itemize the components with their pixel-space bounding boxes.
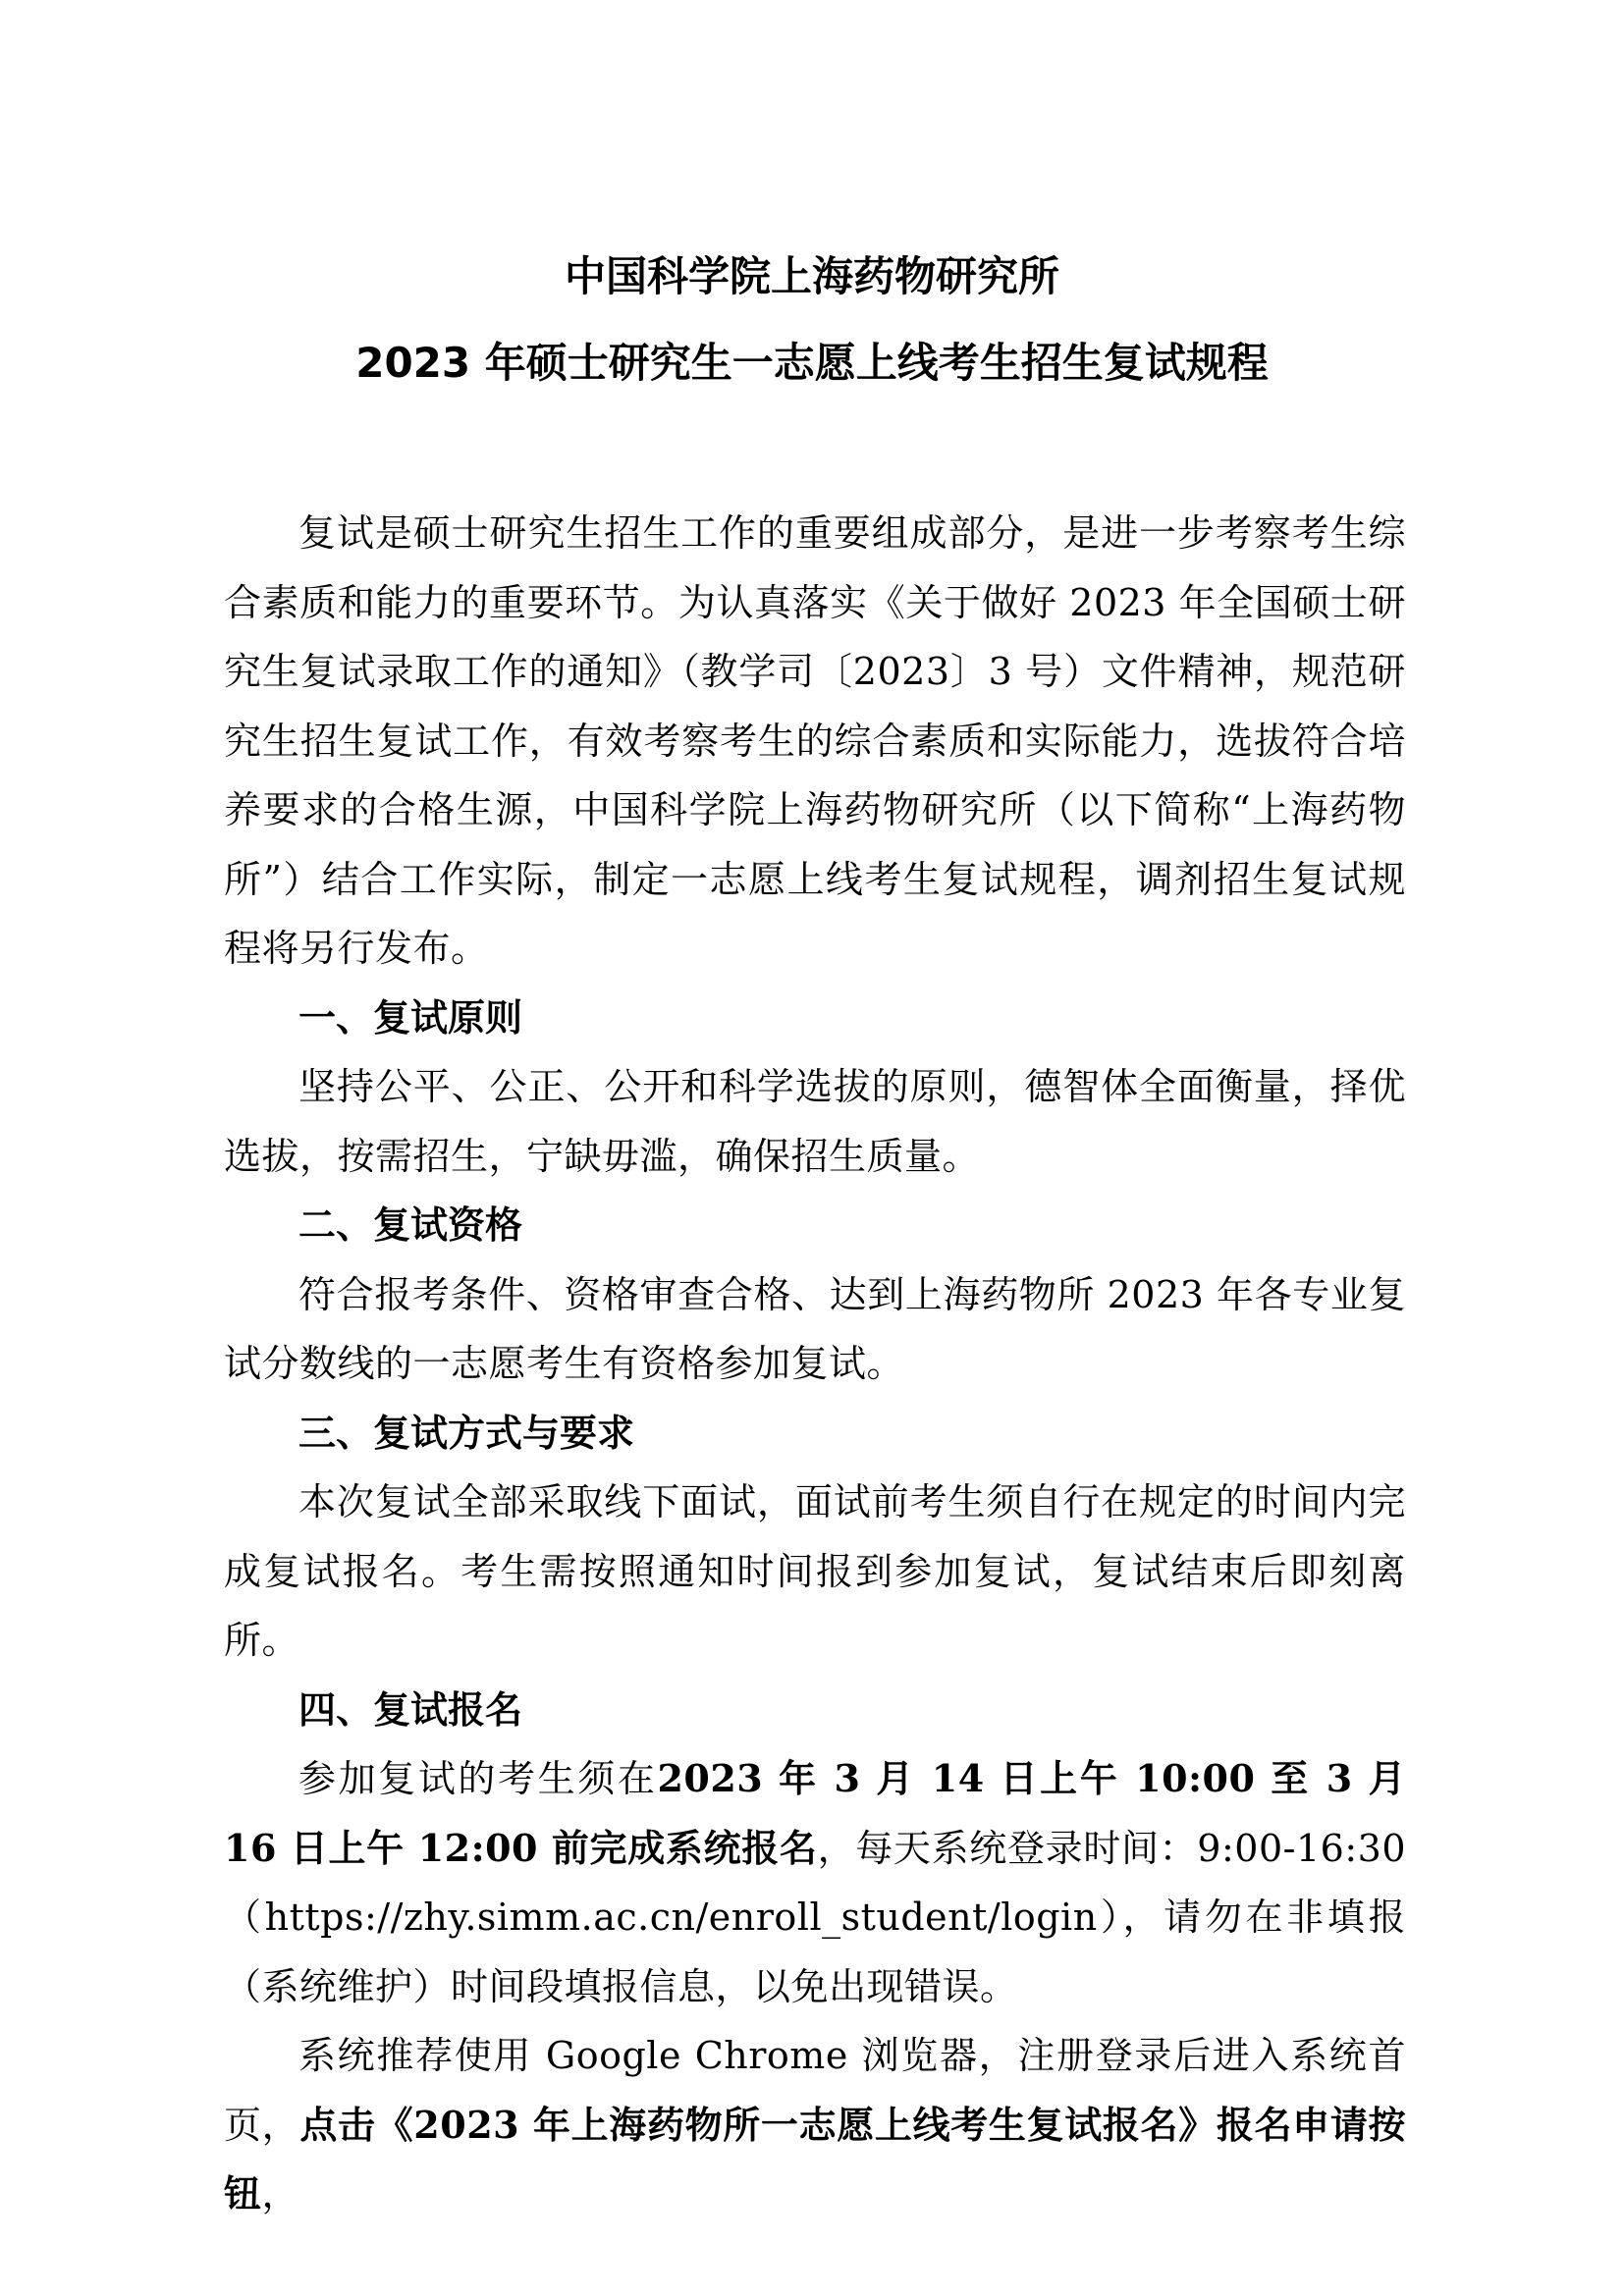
- section-heading-method: 三、复试方式与要求: [298, 1410, 635, 1455]
- section-heading-principles: 一、复试原则: [298, 994, 523, 1040]
- browser-text-pre: 系统推荐使用 Google Chrome 浏览器，注册登录后进入系统首页，: [224, 2034, 1406, 2147]
- document-body: [224, 499, 1406, 2229]
- section-heading-registration: 四、复试报名: [298, 1686, 523, 1732]
- registration-text-pre: 参加复试的考生须在: [298, 1757, 658, 1800]
- registration-text-post: ，每天系统登录时间：9:00-16:30（https://zhy.simm.ac.cn/enroll_student/login），请勿在非填报（系统维护）时间段填报信息，以免出现错误。: [224, 1826, 1406, 2008]
- section-text-eligibility: 符合报考条件、资格审查合格、达到上海药物所 2023 年各专业复试分数线的一志愿考生有资格参加复试。: [224, 1272, 1406, 1385]
- section-text-method: 本次复试全部采取线下面试，面试前考生须自行在规定的时间内完成复试报名。考生需按照通知时间报到参加复试，复试结束后即刻离所。: [224, 1480, 1406, 1662]
- document-title-rules: 2023 年硕士研究生一志愿上线考生招生复试规程: [355, 339, 1269, 387]
- browser-text-post: ，: [261, 2172, 300, 2216]
- document-title-institute: 中国科学院上海药物研究所: [564, 252, 1059, 300]
- section-text-principles: 坚持公平、公正、公开和科学选拔的原则，德智体全面衡量，择优选拔，按需招生，宁缺毋滥，确保招生质量。: [224, 1065, 1406, 1178]
- intro-paragraph: 复试是硕士研究生招生工作的重要组成部分，是进一步考察考生综合素质和能力的重要环节。为认真落实《关于做好 2023 年全国硕士研究生复试录取工作的通知》（教学司〔2023〕3 号）文件精神，规范研究生招生复试工作，有效考察考生的综合素质和实际能力，选拔符合培养要求的合格生源，中国科学院上海药物研究所（以下简称“上海药物所”）结合工作实际，制定一志愿上线考生复试规程，调剂招生复试规程将另行发布。: [224, 511, 1406, 970]
- registration-paragraph-2: [224, 2021, 1406, 2229]
- apply-button-instruction: 点击《2023 年上海药物所一志愿上线考生复试报名》报名申请按钮: [224, 2102, 1406, 2216]
- registration-deadline: 2023 年 3 月 14 日上午 10:00 至 3 月 16 日上午 12:00 前完成系统报名: [224, 1756, 1406, 1870]
- registration-paragraph-1: [224, 1744, 1406, 2021]
- section-heading-eligibility: 二、复试资格: [298, 1202, 523, 1247]
